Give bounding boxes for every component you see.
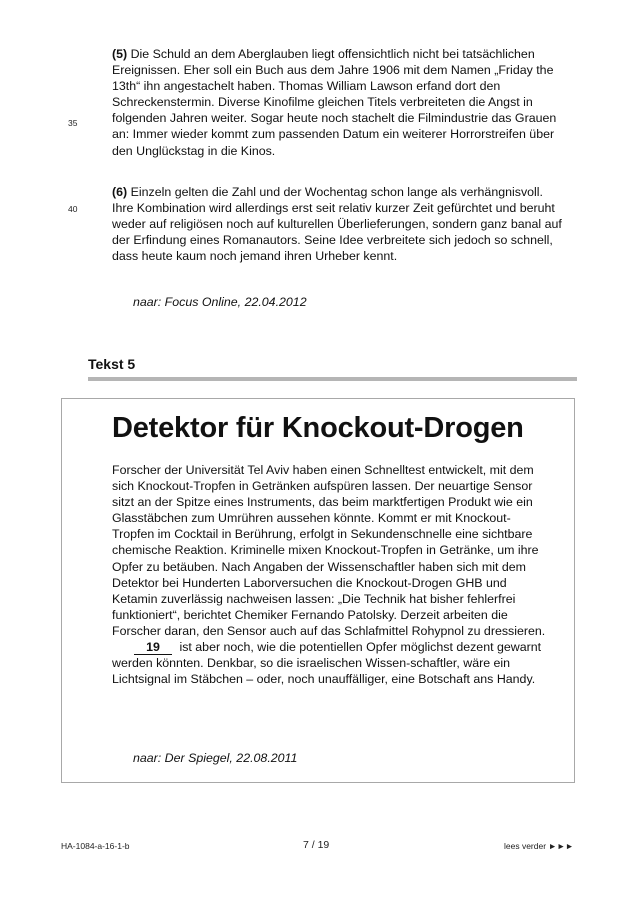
article-headline: Detektor für Knockout-Drogen bbox=[112, 412, 524, 444]
paragraph-text: Einzeln gelten die Zahl und der Wochentag schon lange als verhängnisvoll. Ihre Kombination wird allerdings erst seit relativ kurzer Zeit gefürchtet und beruht weder auf religiösen noch auf kulturellen Überlieferungen, sondern ganz banal auf der Erfindung eines Romanautors. Seine Idee verbreitete sich jedoch so schnell, dass heute kaum noch jemand ihren Urheber kennt. bbox=[112, 185, 562, 264]
paragraph-5 bbox=[112, 46, 562, 159]
line-number: 40 bbox=[68, 204, 78, 214]
paragraph-6 bbox=[112, 184, 562, 264]
article-source: naar: Der Spiegel, 22.08.2011 bbox=[133, 751, 298, 765]
paragraph-text: Die Schuld an dem Aberglauben liegt offensichtlich nicht bei tatsächlichen Ereignissen. Eher soll ein Buch aus dem Jahre 1906 mit dem Namen „Friday the 13th“ ihn angestachelt haben. Thomas William Lawson erfand dort den Schreckenstermin. Diverse Kinofilme gleichen Titels verbreiteten die Angst in folgenden Jahren weiter. Sogar heute noch stachelt die Filmindustrie das Grauen an: Immer wieder kommt zum passenden Datum ein weiterer Horrorstreifen über den Unglückstag in die Kinos. bbox=[112, 47, 557, 158]
article-body bbox=[112, 462, 552, 687]
document-code: HA-1084-a-16-1-b bbox=[61, 841, 130, 851]
source-citation: naar: Focus Online, 22.04.2012 bbox=[133, 295, 307, 309]
line-number: 35 bbox=[68, 118, 78, 128]
section-title: Tekst 5 bbox=[88, 356, 136, 372]
gap-number: 19 bbox=[134, 641, 172, 655]
continue-label: lees verder ►►► bbox=[504, 841, 574, 851]
page-number: 7 / 19 bbox=[303, 839, 330, 851]
article-text: Forscher der Universität Tel Aviv haben einen Schnelltest entwickelt, mit dem sich Knockout-Tropfen in Getränken aufspüren lassen. Der neuartige Sensor sitzt an der Spitze eines Instruments, das beim marktfertigen Produkt wie ein Glasstäbchen zum Umrühren aussehen könnte. Kommt er mit Knockout-Tropfen im Cocktail in Berührung, erfolgt in Sekundenschnelle eine sichtbare chemische Reaktion. Kriminelle mixen Knockout-Tropfen in Getränke, um ihre Opfer zu betäuben. Nach Angaben der Wissenschaftler haben sich mit dem Detektor bei Hunderten Laborversuchen die Knockout-Drogen GHB und Ketamin zuverlässig nachweisen lassen: „Die Technik hat bisher fehlerfrei funktioniert“, berichtet Chemiker Fernando Patolsky. Derzeit arbeiten die Forscher daran, den Sensor auch auf das Schlafmittel Rohypnol zu dressieren. bbox=[112, 463, 546, 638]
article-text-after-gap: ist aber noch, wie die potentiellen Opfer möglichst dezent gewarnt werden könnten. Denkbar, so die israelischen Wissen-schaftler, wäre ein Lichtsignal im Stäbchen – oder, noch unauffälliger, eine Botschaft ans Handy. bbox=[112, 640, 542, 687]
paragraph-number: (6) bbox=[112, 185, 128, 199]
paragraph-number: (5) bbox=[112, 47, 128, 61]
section-divider bbox=[88, 377, 577, 381]
